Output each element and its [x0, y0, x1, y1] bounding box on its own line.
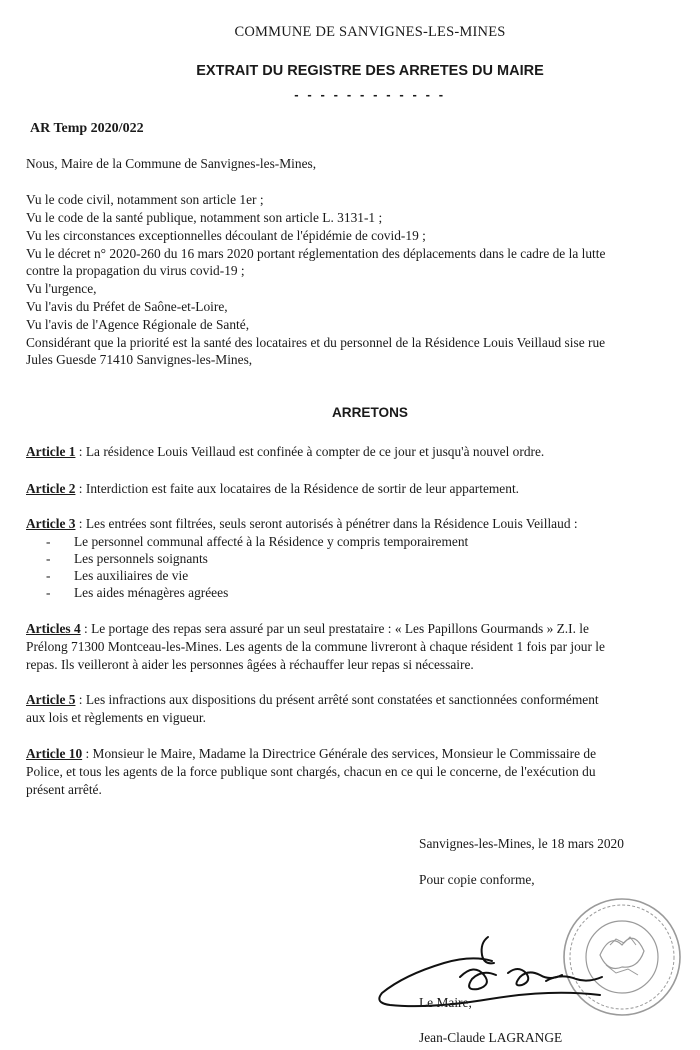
article-1 — [26, 444, 544, 460]
list-item — [46, 551, 208, 567]
bullet-dash: - — [46, 585, 51, 600]
mayor-title: Le Maire, — [419, 995, 472, 1010]
article-10-line: présent arrêté. — [26, 782, 102, 797]
preamble-line: Vu le code civil, notamment son article 1er ; — [26, 192, 264, 207]
article-4 — [26, 621, 589, 637]
arretons-heading: ARRETONS — [331, 405, 409, 420]
article-4-line: repas. Ils veilleront à aider les personnes âgées à réchauffer leur repas si nécessaire. — [26, 657, 474, 672]
list-item-text: Le personnel communal affecté à la Résidence y compris temporairement — [74, 534, 469, 549]
bullet-dash: - — [46, 568, 51, 583]
article-5-line: aux lois et règlements en vigueur. — [26, 710, 206, 725]
preamble-line: Vu le décret n° 2020-260 du 16 mars 2020 portant réglementation des déplacements dans le cadre de la lutte — [26, 246, 606, 261]
bullet-dash: - — [46, 534, 51, 549]
article-3-text: : Les entrées sont filtrées, seuls seront autorisés à pénétrer dans la Résidence Louis Veillaud : — [75, 516, 578, 531]
copy-conforme: Pour copie conforme, — [419, 872, 535, 887]
preamble-line: Vu l'avis du Préfet de Saône-et-Loire, — [26, 299, 228, 314]
preamble-line: Vu l'urgence, — [26, 281, 97, 296]
arrete-reference: AR Temp 2020/022 — [30, 121, 144, 136]
article-10-text: : Monsieur le Maire, Madame la Directrice Générale des services, Monsieur le Commissaire de — [82, 746, 597, 761]
preamble-intro: Nous, Maire de la Commune de Sanvignes-les-Mines, — [26, 156, 317, 171]
mayor-name: Jean-Claude LAGRANGE — [419, 1030, 563, 1045]
article-2-label: Article 2 — [26, 481, 76, 496]
signature-icon — [370, 925, 620, 1015]
preamble-line: Jules Guesde 71410 Sanvignes-les-Mines, — [26, 352, 253, 367]
article-5-label: Article 5 — [26, 692, 76, 707]
article-1-text: : La résidence Louis Veillaud est confinée à compter de ce jour et jusqu'à nouvel ordre. — [75, 444, 545, 459]
preamble-line: Vu l'avis de l'Agence Régionale de Santé, — [26, 317, 250, 332]
article-10 — [26, 746, 596, 762]
preamble-line: Vu le code de la santé publique, notamment son article L. 3131-1 ; — [26, 210, 383, 225]
article-3 — [26, 516, 578, 532]
article-5-text: : Les infractions aux dispositions du présent arrêté sont constatées et sanctionnées conformément — [75, 692, 599, 707]
article-4-label: Articles 4 — [26, 621, 81, 636]
list-item-text: Les personnels soignants — [74, 551, 208, 566]
list-item — [46, 568, 188, 584]
article-2-text: : Interdiction est faite aux locataires de la Résidence de sortir de leur appartement. — [75, 481, 520, 496]
bullet-dash: - — [46, 551, 51, 566]
article-4-text: : Le portage des repas sera assuré par un seul prestataire : « Les Papillons Gourmands » Z.I. le — [80, 621, 589, 636]
list-item — [46, 534, 468, 550]
article-5 — [26, 692, 599, 708]
title-separator: - - - - - - - - - - - - — [294, 87, 446, 102]
article-3-label: Article 3 — [26, 516, 76, 531]
article-10-line: Police, et tous les agents de la force publique sont chargés, chacun en ce qui le concerne, de l'exécution du — [26, 764, 596, 779]
commune-heading: COMMUNE DE SANVIGNES-LES-MINES — [234, 24, 506, 40]
article-1-label: Article 1 — [26, 444, 76, 459]
article-4-line: Prélong 71300 Montceau-les-Mines. Les agents de la commune livreront à chaque résident 1 fois par jour le — [26, 639, 605, 654]
preamble-line: Considérant que la priorité est la santé des locataires et du personnel de la Résidence Louis Veillaud sise rue — [26, 335, 606, 350]
preamble-line: contre la propagation du virus covid-19 ; — [26, 263, 245, 278]
list-item-text: Les auxiliaires de vie — [74, 568, 189, 583]
registre-title: EXTRAIT DU REGISTRE DES ARRETES DU MAIRE — [196, 63, 544, 79]
article-10-label: Article 10 — [26, 746, 83, 761]
list-item — [46, 585, 228, 601]
place-date: Sanvignes-les-Mines, le 18 mars 2020 — [419, 836, 624, 851]
preamble-line: Vu les circonstances exceptionnelles découlant de l'épidémie de covid-19 ; — [26, 228, 426, 243]
article-2 — [26, 481, 519, 497]
list-item-text: Les aides ménagères agréees — [74, 585, 229, 600]
